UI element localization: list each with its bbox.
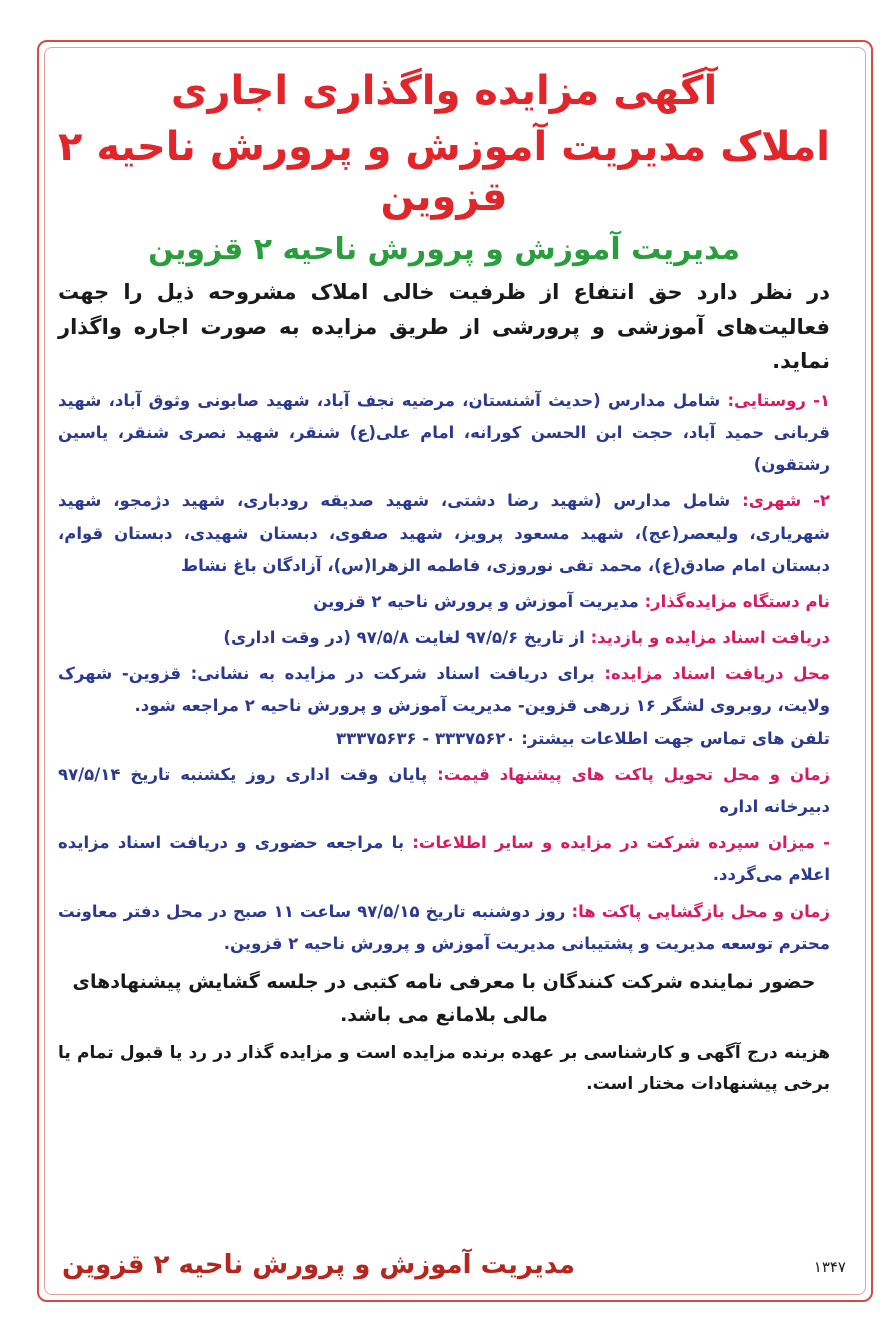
delivery-label: زمان و محل تحویل پاکت های پیشنهاد قیمت: xyxy=(437,764,831,784)
notice-body xyxy=(58,58,830,1298)
title-line2: املاک مدیریت آموزش و پرورش ناحیه ۲ قزوین xyxy=(58,124,830,220)
location-label: محل دریافت اسناد مزایده: xyxy=(604,664,830,684)
opening-section xyxy=(58,896,830,960)
rural-label: ۱- روستایی: xyxy=(727,390,830,410)
delivery-text: پایان وقت اداری روز یکشنبه تاریخ ۹۷/۵/۱۴ دبیرخانه اداره xyxy=(58,764,830,816)
documents-label: دریافت اسناد مزایده و بازدید: xyxy=(590,628,830,648)
rural-section xyxy=(58,385,830,482)
cost-text: هزینه درج آگهی و کارشناسی بر عهده برنده مزایده است و مزایده گذار در رد یا قبول تمام یا برخی پیشنهادات مختار است. xyxy=(58,1043,830,1094)
opening-text: روز دوشنبه تاریخ ۹۷/۵/۱۵ ساعت ۱۱ صبح در محل دفتر معاونت محترم توسعه مدیریت و پشتیبانی مدیریت آموزش و پرورش ناحیه ۲ قزوین. xyxy=(58,901,830,953)
title-line1: آگهی مزایده واگذاری اجاری xyxy=(170,68,718,114)
subtitle: مدیریت آموزش و پرورش ناحیه ۲ قزوین xyxy=(148,232,740,267)
urban-text: شامل مدارس (شهید رضا دشتی، شهید صدیقه رودباری، شهید دژمجو، شهید شهریاری، ولیعصر(عج)، شهید مسعود پرویز، شهید صفوی، دبستان شهیدی، دبستان قوام، دبستان امام صادق(ع)، محمد تقی نوروزی، فاطمه الزهرا(س)، آزادگان باغ نشاط xyxy=(58,491,830,575)
signature: مدیریت آموزش و پرورش ناحیه ۲ قزوین xyxy=(62,1250,575,1280)
opening-label: زمان و محل بازگشایی پاکت ها: xyxy=(571,901,830,921)
closing-text: حضور نماینده شرکت کنندگان با معرفی نامه کتبی در جلسه گشایش پیشنهادهای مالی بلامانع می باشد. xyxy=(72,970,816,1027)
documents-text: از تاریخ ۹۷/۵/۶ لغایت ۹۷/۵/۸ (در وقت اداری) xyxy=(223,628,591,648)
documents-section xyxy=(58,622,830,654)
rural-text: شامل مدارس (حدیث آشنستان، مرضیه نجف آباد، شهید صابونی وثوق آباد، شهید قربانی حمید آباد، حجت ابن الحسن کورانه، امام علی(ع) شنقر، شهید نصری شنقر، یاسین رشتقون) xyxy=(58,390,830,475)
organizer-label: نام دستگاه مزایده‌گذار: xyxy=(644,591,830,611)
notice-code: ۱۳۴۷ xyxy=(813,1258,846,1276)
urban-label: ۲- شهری: xyxy=(742,491,830,511)
delivery-section xyxy=(58,759,830,823)
urban-section xyxy=(58,485,830,582)
phone-text: تلفن های تماس جهت اطلاعات بیشتر: ۳۳۳۷۵۶۲۰ - ۳۳۳۷۵۶۳۶ xyxy=(336,728,830,748)
organizer-section xyxy=(58,586,830,618)
location-section xyxy=(58,658,830,755)
location-text: برای دریافت اسناد شرکت در مزایده به نشانی: قزوین- شهرک ولایت، روبروی لشگر ۱۶ زرهی قزوین- مدیریت آموزش و پرورش ناحیه ۲ مراجعه شود. xyxy=(58,664,830,716)
organizer-text: مدیریت آموزش و پرورش ناحیه ۲ قزوین xyxy=(313,591,645,611)
deposit-section xyxy=(58,827,830,891)
intro-text: در نظر دارد حق انتفاع از ظرفیت خالی املاک مشروحه ذیل را جهت فعالیت‌های آموزشی و پرورشی از طریق مزایده به صورت اجاره واگذار نماید. xyxy=(58,280,830,374)
deposit-label: - میزان سپرده شرکت در مزایده و سایر اطلاعات: xyxy=(412,833,830,853)
deposit-text: با مراجعه حضوری و دریافت اسناد مزایده اعلام می‌گردد. xyxy=(58,833,830,885)
